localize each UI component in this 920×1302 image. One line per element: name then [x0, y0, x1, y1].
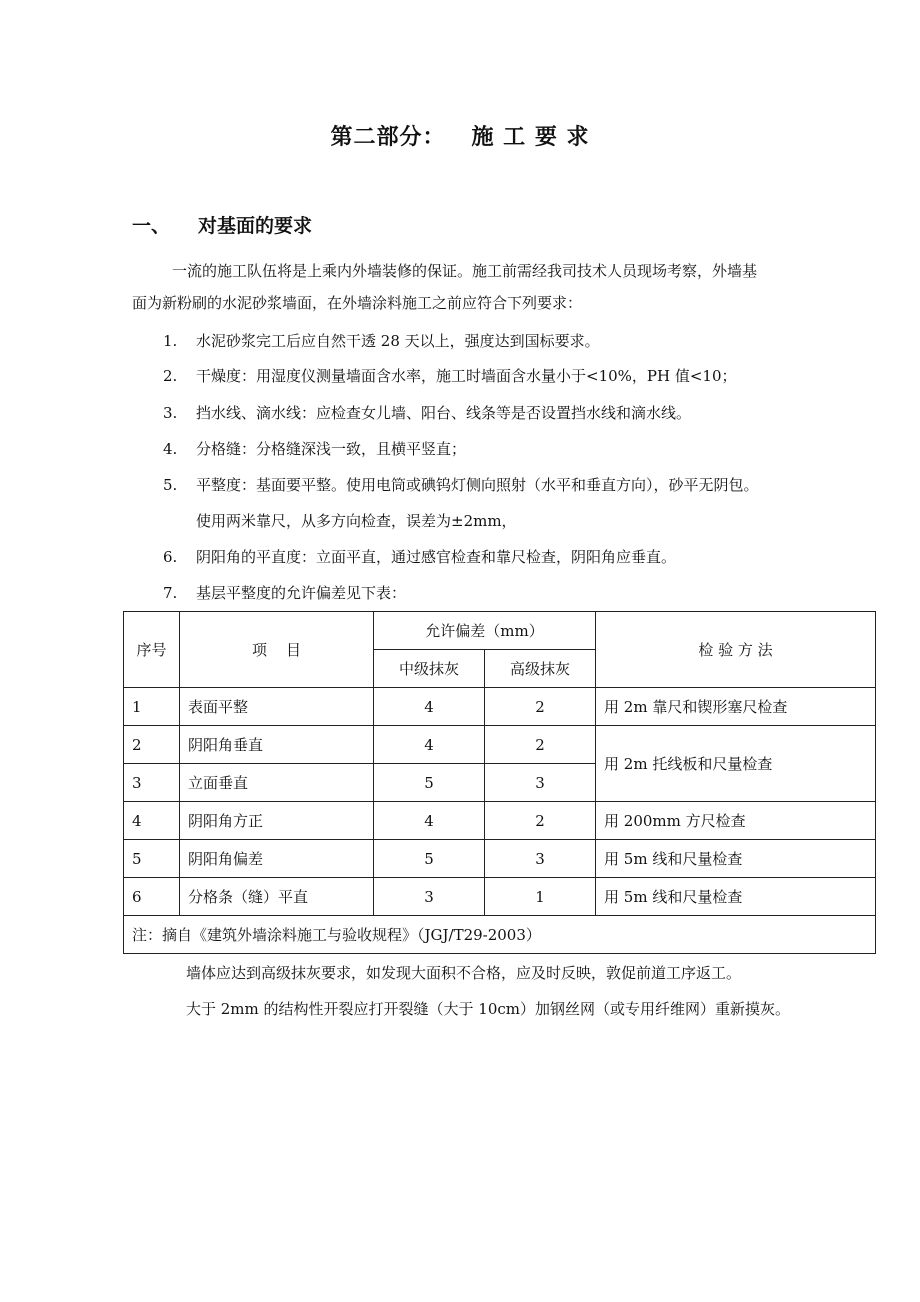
intro-line-1: 一流的施工队伍将是上乘内外墙装修的保证。施工前需经我司技术人员现场考察，外墙基	[172, 262, 758, 280]
title-part: 第二部分：	[330, 124, 446, 150]
closing-line-2: 大于 2mm 的结构性开裂应打开裂缝（大于 10cm）加钢丝网（或专用纤维网）重新摸灰。	[186, 1000, 791, 1018]
cell-method: 用 5m 线和尺量检查	[596, 840, 876, 878]
cell-item: 阴阳角偏差	[180, 840, 374, 878]
section-title: 对基面的要求	[198, 215, 313, 237]
cell-seq: 3	[124, 764, 180, 802]
closing-line-1: 墙体应达到高级抹灰要求，如发现大面积不合格，应及时反映，敦促前道工序返工。	[186, 964, 742, 982]
cell-method: 用 5m 线和尺量检查	[596, 878, 876, 916]
intro-paragraph	[132, 255, 812, 319]
section-heading	[132, 211, 312, 238]
table-note: 注：摘自《建筑外墙涂料施工与验收规程》（JGJ/T29-2003）	[124, 916, 876, 954]
cell-item: 阴阳角方正	[180, 802, 374, 840]
cell-method: 用 2m 靠尺和锲形塞尺检查	[596, 688, 876, 726]
page-title	[0, 120, 920, 151]
intro-line-2: 面为新粉刷的水泥砂浆墙面，在外墙涂料施工之前应符合下列要求：	[132, 294, 583, 312]
item-text: 水泥砂浆完工后应自然干透 28 天以上，强度达到国标要求。	[196, 332, 600, 350]
cell-item: 阴阳角垂直	[180, 726, 374, 764]
cell-method: 用 200mm 方尺检查	[596, 802, 876, 840]
item-number: 3.	[163, 404, 178, 422]
cell-seq: 1	[124, 688, 180, 726]
item-number: 4.	[163, 440, 178, 458]
requirement-item-2	[163, 366, 737, 386]
requirement-item-1	[163, 331, 600, 351]
cell-item: 表面平整	[180, 688, 374, 726]
cell-item: 分格条（缝）平直	[180, 878, 374, 916]
cell-high: 2	[485, 726, 596, 764]
item-number: 2.	[163, 367, 178, 385]
cell-high: 3	[485, 764, 596, 802]
item-number: 6.	[163, 548, 178, 566]
cell-mid: 4	[374, 726, 485, 764]
header-method: 检 验 方 法	[596, 612, 876, 688]
item-text: 阴阳角的平直度：立面平直，通过感官检查和靠尺检查，阴阳角应垂直。	[196, 548, 677, 566]
table-row	[124, 802, 876, 840]
cell-method: 用 2m 托线板和尺量检查	[596, 726, 876, 802]
tolerance-table	[123, 611, 876, 954]
cell-high: 1	[485, 878, 596, 916]
header-seq: 序号	[124, 612, 180, 688]
cell-seq: 6	[124, 878, 180, 916]
header-mid: 中级抹灰	[374, 650, 485, 688]
requirement-item-6	[163, 547, 676, 567]
item-number: 5.	[163, 476, 178, 494]
item-text: 挡水线、滴水线：应检查女儿墙、阳台、线条等是否设置挡水线和滴水线。	[196, 404, 692, 422]
requirement-item-4	[163, 439, 466, 459]
item-text: 分格缝：分格缝深浅一致，且横平竖直；	[196, 440, 467, 458]
table-row	[124, 878, 876, 916]
requirement-item-5-continuation: 使用两米靠尺，从多方向检查，误差为±2mm，	[196, 512, 517, 530]
requirement-item-3	[163, 403, 691, 423]
cell-mid: 3	[374, 878, 485, 916]
item-text: 干燥度：用湿度仪测量墙面含水率，施工时墙面含水量小于<10%，PH 值<10；	[196, 367, 737, 385]
cell-mid: 4	[374, 802, 485, 840]
header-tolerance: 允许偏差（mm）	[374, 612, 596, 650]
table-note-row	[124, 916, 876, 954]
cell-mid: 5	[374, 764, 485, 802]
item-text: 平整度：基面要平整。使用电筒或碘钨灯侧向照射（水平和垂直方向），砂平无阴包。	[196, 476, 759, 494]
cell-high: 3	[485, 840, 596, 878]
cell-item: 立面垂直	[180, 764, 374, 802]
item-number: 1.	[163, 332, 178, 350]
cell-high: 2	[485, 802, 596, 840]
cell-mid: 5	[374, 840, 485, 878]
header-high: 高级抹灰	[485, 650, 596, 688]
table-row	[124, 840, 876, 878]
cell-high: 2	[485, 688, 596, 726]
cell-seq: 5	[124, 840, 180, 878]
table-row	[124, 726, 876, 764]
header-item: 项 目	[180, 612, 374, 688]
requirement-item-5	[163, 475, 759, 495]
title-main: 施 工 要 求	[471, 124, 590, 150]
cell-seq: 2	[124, 726, 180, 764]
table-row	[124, 688, 876, 726]
table-header-row	[124, 612, 876, 650]
cell-seq: 4	[124, 802, 180, 840]
item-number: 7.	[163, 584, 178, 602]
item-text: 基层平整度的允许偏差见下表：	[196, 584, 407, 602]
requirement-item-7	[163, 583, 406, 603]
cell-mid: 4	[374, 688, 485, 726]
section-number: 一、	[132, 215, 171, 237]
